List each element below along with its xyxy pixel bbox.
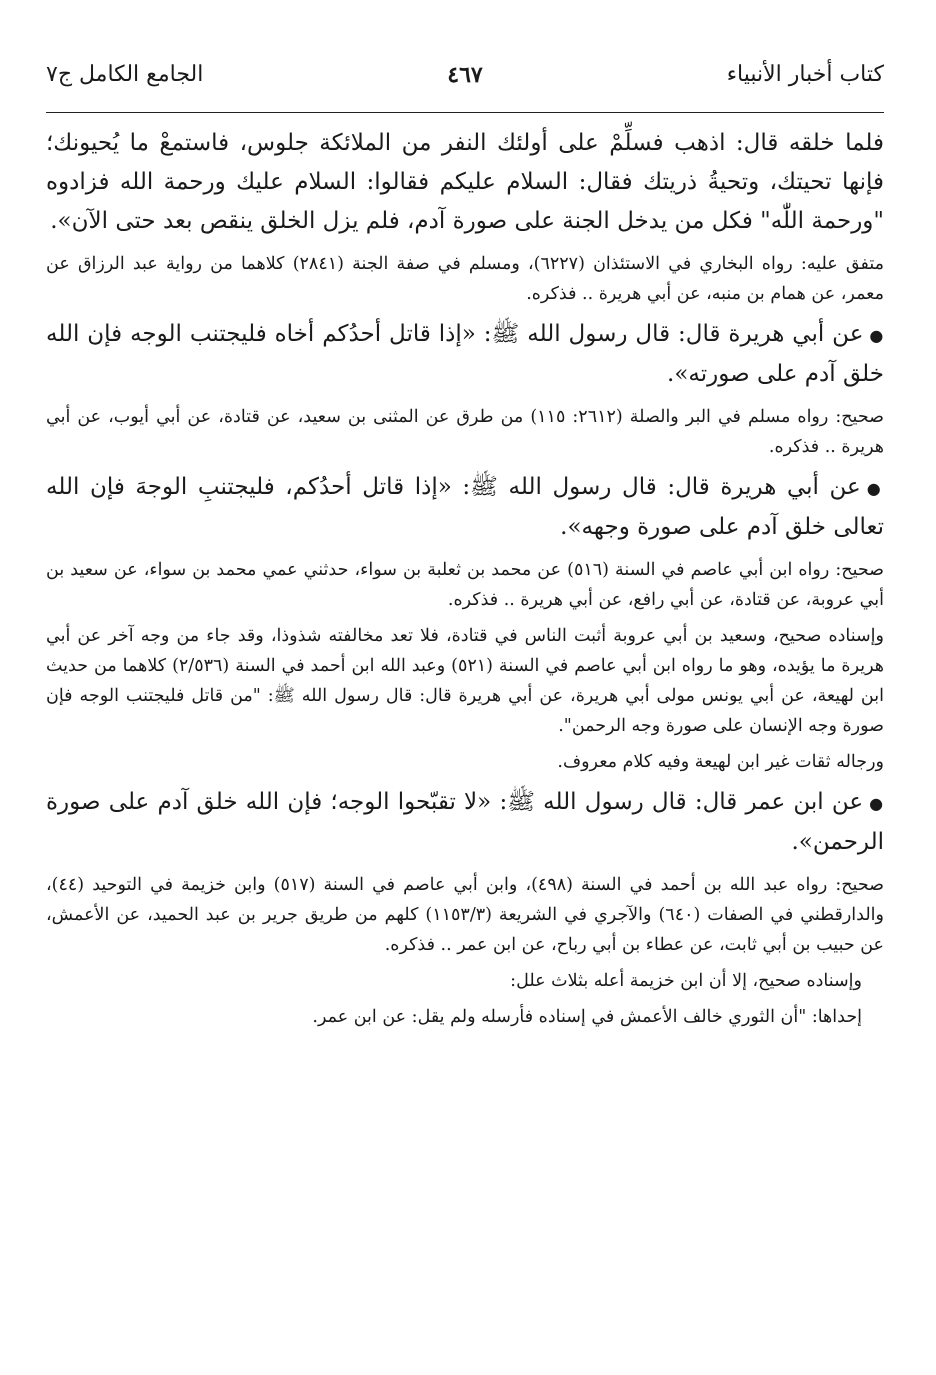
page-header — [46, 62, 884, 102]
hadith-text: عن أبي هريرة قال: قال رسول الله ﷺ: «إذا قاتل أحدُكم، فليجتنبِ الوجهَ فإن الله تعالى خلق آدم على صورة وجهه». — [46, 474, 884, 540]
hadith-continuation: فلما خلقه قال: اذهب فسلِّمْ على أولئك النفر من الملائكة جلوس، فاستمعْ ما يُحيونك؛ فإنها تحيتك، وتحيةُ ذريتك فقال: السلام عليكم فقالوا: السلام عليك ورحمة الله فزادوه "ورحمة اللّٰه" فكل من يدخل الجنة على صورة آدم، فلم يزل الخلق ينقص بعد حتى الآن». — [46, 130, 884, 234]
isnad-commentary: وإسناده صحيح، وسعيد بن أبي عروبة أثبت الناس في قتادة، فلا تعد مخالفته شذوذا، وقد جاء من وجه آخر عن أبي هريرة ما يؤيده، وهو ما رواه ابن أبي عاصم في السنة (٥٢١) وعبد الله ابن أحمد في السنة (٢/٥٣٦) كلاهما من حديث ابن لهيعة، عن أبي يونس مولى أبي هريرة، عن أبي هريرة قال: قال رسول الله ﷺ: "من قاتل فليجتنب الوجه فإن صورة وجه الإنسان على صورة وجه الرحمن". — [46, 626, 884, 736]
takhrij-note: صحيح: رواه ابن أبي عاصم في السنة (٥١٦) عن محمد بن ثعلبة بن سواء، حدثني عمي محمد بن سواء، عن سعيد بن أبي عروبة، عن قتادة، عن أبي رافع، عن أبي هريرة .. فذكره. — [46, 560, 885, 610]
takhrij-note: صحيح: رواه مسلم في البر والصلة (٢٦١٢: ١١٥) من طرق عن المثنى بن سعيد، عن قتادة، عن أبي أيوب، عن أبي هريرة .. فذكره. — [46, 407, 884, 457]
isnad-commentary: وإسناده صحيح، إلا أن ابن خزيمة أعله بثلاث علل: — [510, 971, 862, 991]
hadith-text: عن أبي هريرة قال: قال رسول الله ﷺ: «إذا قاتل أحدُكم أخاه فليجتنب الوجه فإن الله خلق آدم على صورته». — [46, 321, 884, 387]
book-volume-title: الجامع الكامل ج٧ — [46, 62, 204, 87]
takhrij-note: صحيح: رواه عبد الله بن أحمد في السنة (٤٩٨)، وابن أبي عاصم في السنة (٥١٧) وابن خزيمة في التوحيد (٤٤)، والدارقطني في الصفات (٦٤٠) والآجري في الشريعة (١١٥٣/٣) كلهم من طريق جرير بن عبد الحميد، عن الأعمش، عن حبيب بن أبي ثابت، عن عطاء بن أبي رباح، عن ابن عمر .. فذكره. — [46, 875, 884, 955]
page-body — [46, 124, 884, 1038]
page-number: ٤٦٧ — [447, 62, 483, 88]
hadith-entry — [46, 468, 884, 547]
bullet-icon: ● — [866, 479, 884, 498]
bullet-icon: ● — [869, 326, 884, 345]
illa-note: إحداها: "أن الثوري خالف الأعمش في إسناده فأرسله ولم يقل: عن ابن عمر. — [312, 1007, 862, 1027]
hadith-entry — [46, 315, 884, 394]
takhrij-note: متفق عليه: رواه البخاري في الاستئذان (٦٢٢٧)، ومسلم في صفة الجنة (٢٨٤١) كلاهما من رواية عبد الرزاق عن معمر، عن همام بن منبه، عن أبي هريرة .. فذكره. — [46, 254, 885, 304]
book-section-title: كتاب أخبار الأنبياء — [726, 62, 884, 87]
narrators-note: ورجاله ثقات غير ابن لهيعة وفيه كلام معروف. — [557, 752, 884, 772]
hadith-text: عن ابن عمر قال: قال رسول الله ﷺ: «لا تقبّحوا الوجه؛ فإن الله خلق آدم على صورة الرحمن». — [46, 789, 884, 855]
header-rule — [46, 112, 884, 113]
bullet-icon: ● — [869, 794, 884, 813]
hadith-entry — [46, 783, 884, 862]
